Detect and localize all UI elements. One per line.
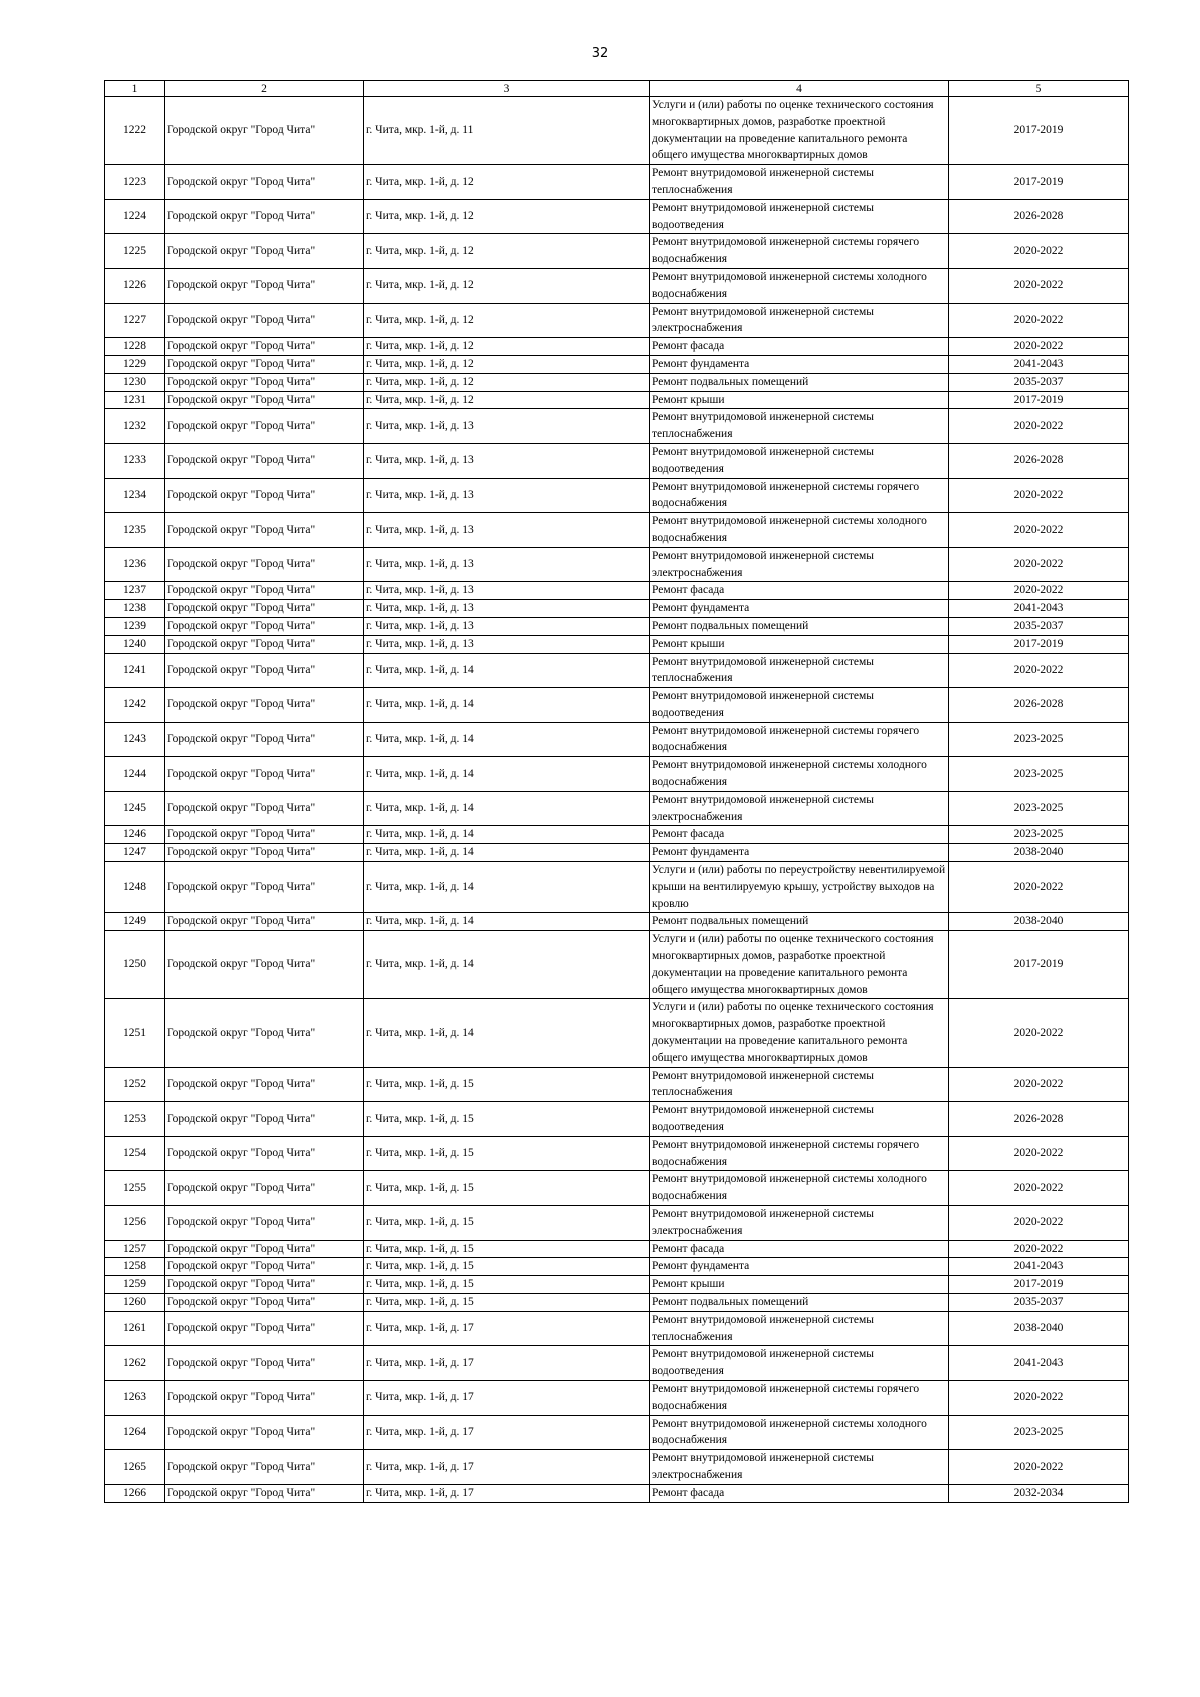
- period-cell: 2020-2022: [949, 1171, 1129, 1206]
- work-type-cell: Ремонт подвальных помещений: [650, 373, 949, 391]
- row-number: 1261: [105, 1311, 165, 1346]
- row-number: 1246: [105, 826, 165, 844]
- table-row: [105, 547, 1129, 582]
- work-type-cell: Ремонт внутридомовой инженерной системы водоотведения: [650, 688, 949, 723]
- row-number: 1235: [105, 513, 165, 548]
- row-number: 1264: [105, 1415, 165, 1450]
- table-row: [105, 97, 1129, 165]
- address-cell: г. Чита, мкр. 1-й, д. 17: [364, 1484, 650, 1502]
- row-number: 1222: [105, 97, 165, 165]
- table-row: [105, 1346, 1129, 1381]
- address-cell: г. Чита, мкр. 1-й, д. 12: [364, 355, 650, 373]
- work-type-cell: Ремонт фасада: [650, 1484, 949, 1502]
- address-cell: г. Чита, мкр. 1-й, д. 12: [364, 165, 650, 200]
- work-type-cell: Ремонт крыши: [650, 1276, 949, 1294]
- address-cell: г. Чита, мкр. 1-й, д. 17: [364, 1450, 650, 1485]
- table-row: [105, 1102, 1129, 1137]
- work-type-cell: Ремонт внутридомовой инженерной системы горячего водоснабжения: [650, 722, 949, 757]
- table-row: [105, 653, 1129, 688]
- work-type-cell: Ремонт крыши: [650, 635, 949, 653]
- municipality-cell: Городской округ "Город Чита": [165, 999, 364, 1067]
- address-cell: г. Чита, мкр. 1-й, д. 12: [364, 234, 650, 269]
- table-row: [105, 617, 1129, 635]
- table-row: [105, 1415, 1129, 1450]
- period-cell: 2041-2043: [949, 1258, 1129, 1276]
- municipality-cell: Городской округ "Город Чита": [165, 617, 364, 635]
- work-type-cell: Ремонт внутридомовой инженерной системы горячего водоснабжения: [650, 1380, 949, 1415]
- period-cell: 2020-2022: [949, 1067, 1129, 1102]
- work-type-cell: Ремонт фундамента: [650, 844, 949, 862]
- work-type-cell: Ремонт внутридомовой инженерной системы горячего водоснабжения: [650, 234, 949, 269]
- municipality-cell: Городской округ "Город Чита": [165, 373, 364, 391]
- table-row: [105, 1067, 1129, 1102]
- period-cell: 2023-2025: [949, 757, 1129, 792]
- period-cell: 2020-2022: [949, 513, 1129, 548]
- work-type-cell: Ремонт фасада: [650, 338, 949, 356]
- table-row: [105, 443, 1129, 478]
- address-cell: г. Чита, мкр. 1-й, д. 14: [364, 791, 650, 826]
- table-row: [105, 1206, 1129, 1241]
- municipality-cell: Городской округ "Город Чита": [165, 1346, 364, 1381]
- period-cell: 2023-2025: [949, 826, 1129, 844]
- work-type-cell: Ремонт внутридомовой инженерной системы холодного водоснабжения: [650, 1171, 949, 1206]
- row-number: 1251: [105, 999, 165, 1067]
- period-cell: 2023-2025: [949, 791, 1129, 826]
- period-cell: 2020-2022: [949, 1206, 1129, 1241]
- table-row: [105, 355, 1129, 373]
- period-cell: 2026-2028: [949, 688, 1129, 723]
- address-cell: г. Чита, мкр. 1-й, д. 15: [364, 1206, 650, 1241]
- address-cell: г. Чита, мкр. 1-й, д. 12: [364, 199, 650, 234]
- period-cell: 2041-2043: [949, 1346, 1129, 1381]
- row-number: 1236: [105, 547, 165, 582]
- row-number: 1237: [105, 582, 165, 600]
- municipality-cell: Городской округ "Город Чита": [165, 234, 364, 269]
- row-number: 1257: [105, 1240, 165, 1258]
- table-body: [105, 97, 1129, 1503]
- table-row: [105, 1240, 1129, 1258]
- work-type-cell: Ремонт внутридомовой инженерной системы теплоснабжения: [650, 1067, 949, 1102]
- address-cell: г. Чита, мкр. 1-й, д. 12: [364, 268, 650, 303]
- work-type-cell: Ремонт фасада: [650, 826, 949, 844]
- address-cell: г. Чита, мкр. 1-й, д. 13: [364, 443, 650, 478]
- work-type-cell: Ремонт внутридомовой инженерной системы электроснабжения: [650, 1450, 949, 1485]
- work-type-cell: Услуги и (или) работы по оценке технического состояния многоквартирных домов, разработке проектной документации на проведение капитального ремонта общего имущества многоквартирных домов: [650, 97, 949, 165]
- table-row: [105, 1136, 1129, 1171]
- row-number: 1265: [105, 1450, 165, 1485]
- column-header: 1: [105, 81, 165, 97]
- table-row: [105, 1311, 1129, 1346]
- address-cell: г. Чита, мкр. 1-й, д. 15: [364, 1276, 650, 1294]
- municipality-cell: Городской округ "Город Чита": [165, 653, 364, 688]
- work-type-cell: Ремонт внутридомовой инженерной системы электроснабжения: [650, 303, 949, 338]
- address-cell: г. Чита, мкр. 1-й, д. 13: [364, 409, 650, 444]
- address-cell: г. Чита, мкр. 1-й, д. 13: [364, 635, 650, 653]
- address-cell: г. Чита, мкр. 1-й, д. 17: [364, 1346, 650, 1381]
- row-number: 1247: [105, 844, 165, 862]
- row-number: 1254: [105, 1136, 165, 1171]
- municipality-cell: Городской округ "Город Чита": [165, 355, 364, 373]
- work-type-cell: Ремонт внутридомовой инженерной системы холодного водоснабжения: [650, 1415, 949, 1450]
- period-cell: 2023-2025: [949, 722, 1129, 757]
- work-type-cell: Ремонт внутридомовой инженерной системы теплоснабжения: [650, 165, 949, 200]
- period-cell: 2020-2022: [949, 999, 1129, 1067]
- table-row: [105, 913, 1129, 931]
- period-cell: 2017-2019: [949, 97, 1129, 165]
- period-cell: 2017-2019: [949, 391, 1129, 409]
- municipality-cell: Городской округ "Город Чита": [165, 443, 364, 478]
- period-cell: 2035-2037: [949, 617, 1129, 635]
- work-type-cell: Ремонт внутридомовой инженерной системы теплоснабжения: [650, 1311, 949, 1346]
- period-cell: 2020-2022: [949, 1450, 1129, 1485]
- page-number: 32: [591, 46, 609, 61]
- work-type-cell: Ремонт внутридомовой инженерной системы электроснабжения: [650, 1206, 949, 1241]
- row-number: 1227: [105, 303, 165, 338]
- table-header: [105, 81, 1129, 97]
- address-cell: г. Чита, мкр. 1-й, д. 15: [364, 1171, 650, 1206]
- table-row: [105, 1380, 1129, 1415]
- table-row: [105, 1293, 1129, 1311]
- municipality-cell: Городской округ "Город Чита": [165, 1240, 364, 1258]
- period-cell: 2038-2040: [949, 913, 1129, 931]
- table-row: [105, 303, 1129, 338]
- row-number: 1259: [105, 1276, 165, 1294]
- column-header: 3: [364, 81, 650, 97]
- municipality-cell: Городской округ "Город Чита": [165, 1311, 364, 1346]
- municipality-cell: Городской округ "Город Чита": [165, 268, 364, 303]
- work-type-cell: Услуги и (или) работы по переустройству невентилируемой крыши на вентилируемую крышу, устройству выходов на кровлю: [650, 862, 949, 913]
- address-cell: г. Чита, мкр. 1-й, д. 14: [364, 844, 650, 862]
- period-cell: 2020-2022: [949, 1240, 1129, 1258]
- address-cell: г. Чита, мкр. 1-й, д. 14: [364, 722, 650, 757]
- address-cell: г. Чита, мкр. 1-й, д. 15: [364, 1240, 650, 1258]
- address-cell: г. Чита, мкр. 1-й, д. 15: [364, 1067, 650, 1102]
- municipality-cell: Городской округ "Город Чита": [165, 791, 364, 826]
- municipality-cell: Городской округ "Город Чита": [165, 582, 364, 600]
- municipality-cell: Городской округ "Город Чита": [165, 757, 364, 792]
- municipality-cell: Городской округ "Город Чита": [165, 97, 364, 165]
- period-cell: 2041-2043: [949, 600, 1129, 618]
- work-type-cell: Ремонт внутридомовой инженерной системы водоотведения: [650, 443, 949, 478]
- row-number: 1240: [105, 635, 165, 653]
- period-cell: 2017-2019: [949, 635, 1129, 653]
- row-number: 1230: [105, 373, 165, 391]
- row-number: 1244: [105, 757, 165, 792]
- row-number: 1223: [105, 165, 165, 200]
- address-cell: г. Чита, мкр. 1-й, д. 14: [364, 826, 650, 844]
- period-cell: 2032-2034: [949, 1484, 1129, 1502]
- row-number: 1239: [105, 617, 165, 635]
- work-type-cell: Ремонт внутридомовой инженерной системы водоотведения: [650, 1102, 949, 1137]
- municipality-cell: Городской округ "Город Чита": [165, 1067, 364, 1102]
- address-cell: г. Чита, мкр. 1-й, д. 13: [364, 547, 650, 582]
- municipality-cell: Городской округ "Город Чита": [165, 1206, 364, 1241]
- address-cell: г. Чита, мкр. 1-й, д. 14: [364, 913, 650, 931]
- municipality-cell: Городской округ "Город Чита": [165, 1171, 364, 1206]
- row-number: 1228: [105, 338, 165, 356]
- address-cell: г. Чита, мкр. 1-й, д. 13: [364, 478, 650, 513]
- work-type-cell: Услуги и (или) работы по оценке технического состояния многоквартирных домов, разработке проектной документации на проведение капитального ремонта общего имущества многоквартирных домов: [650, 931, 949, 999]
- table-row: [105, 165, 1129, 200]
- row-number: 1229: [105, 355, 165, 373]
- column-header: 2: [165, 81, 364, 97]
- table-row: [105, 1276, 1129, 1294]
- row-number: 1250: [105, 931, 165, 999]
- capital-repair-table: [104, 80, 1129, 1503]
- row-number: 1225: [105, 234, 165, 269]
- municipality-cell: Городской округ "Город Чита": [165, 1293, 364, 1311]
- municipality-cell: Городской округ "Город Чита": [165, 862, 364, 913]
- municipality-cell: Городской округ "Город Чита": [165, 931, 364, 999]
- table-row: [105, 931, 1129, 999]
- period-cell: 2020-2022: [949, 478, 1129, 513]
- row-number: 1266: [105, 1484, 165, 1502]
- address-cell: г. Чита, мкр. 1-й, д. 14: [364, 862, 650, 913]
- work-type-cell: Ремонт фасада: [650, 1240, 949, 1258]
- period-cell: 2026-2028: [949, 1102, 1129, 1137]
- table-row: [105, 513, 1129, 548]
- table-row: [105, 791, 1129, 826]
- row-number: 1248: [105, 862, 165, 913]
- address-cell: г. Чита, мкр. 1-й, д. 12: [364, 338, 650, 356]
- work-type-cell: Ремонт внутридомовой инженерной системы горячего водоснабжения: [650, 478, 949, 513]
- municipality-cell: Городской округ "Город Чита": [165, 391, 364, 409]
- row-number: 1249: [105, 913, 165, 931]
- table-row: [105, 582, 1129, 600]
- table-row: [105, 391, 1129, 409]
- table-row: [105, 826, 1129, 844]
- work-type-cell: Ремонт внутридомовой инженерной системы горячего водоснабжения: [650, 1136, 949, 1171]
- row-number: 1234: [105, 478, 165, 513]
- period-cell: 2023-2025: [949, 1415, 1129, 1450]
- period-cell: 2020-2022: [949, 234, 1129, 269]
- table-row: [105, 722, 1129, 757]
- period-cell: 2020-2022: [949, 653, 1129, 688]
- address-cell: г. Чита, мкр. 1-й, д. 13: [364, 600, 650, 618]
- municipality-cell: Городской округ "Город Чита": [165, 1484, 364, 1502]
- address-cell: г. Чита, мкр. 1-й, д. 13: [364, 513, 650, 548]
- work-type-cell: Услуги и (или) работы по оценке технического состояния многоквартирных домов, разработке проектной документации на проведение капитального ремонта общего имущества многоквартирных домов: [650, 999, 949, 1067]
- table-row: [105, 600, 1129, 618]
- work-type-cell: Ремонт внутридомовой инженерной системы теплоснабжения: [650, 653, 949, 688]
- municipality-cell: Городской округ "Город Чита": [165, 600, 364, 618]
- address-cell: г. Чита, мкр. 1-й, д. 14: [364, 999, 650, 1067]
- municipality-cell: Городской округ "Город Чита": [165, 635, 364, 653]
- table-row: [105, 635, 1129, 653]
- address-cell: г. Чита, мкр. 1-й, д. 15: [364, 1136, 650, 1171]
- work-type-cell: Ремонт внутридомовой инженерной системы водоотведения: [650, 199, 949, 234]
- row-number: 1245: [105, 791, 165, 826]
- municipality-cell: Городской округ "Город Чита": [165, 1136, 364, 1171]
- address-cell: г. Чита, мкр. 1-й, д. 14: [364, 688, 650, 723]
- table-row: [105, 199, 1129, 234]
- municipality-cell: Городской округ "Город Чита": [165, 844, 364, 862]
- period-cell: 2020-2022: [949, 547, 1129, 582]
- row-number: 1252: [105, 1067, 165, 1102]
- address-cell: г. Чита, мкр. 1-й, д. 17: [364, 1415, 650, 1450]
- table-row: [105, 1450, 1129, 1485]
- municipality-cell: Городской округ "Город Чита": [165, 478, 364, 513]
- period-cell: 2038-2040: [949, 1311, 1129, 1346]
- period-cell: 2020-2022: [949, 268, 1129, 303]
- address-cell: г. Чита, мкр. 1-й, д. 15: [364, 1293, 650, 1311]
- row-number: 1241: [105, 653, 165, 688]
- row-number: 1233: [105, 443, 165, 478]
- municipality-cell: Городской округ "Город Чита": [165, 1258, 364, 1276]
- work-type-cell: Ремонт внутридомовой инженерной системы теплоснабжения: [650, 409, 949, 444]
- row-number: 1255: [105, 1171, 165, 1206]
- row-number: 1231: [105, 391, 165, 409]
- table-row: [105, 999, 1129, 1067]
- table-row: [105, 268, 1129, 303]
- table-row: [105, 757, 1129, 792]
- column-header: 4: [650, 81, 949, 97]
- work-type-cell: Ремонт фасада: [650, 582, 949, 600]
- row-number: 1253: [105, 1102, 165, 1137]
- address-cell: г. Чита, мкр. 1-й, д. 12: [364, 373, 650, 391]
- table-row: [105, 862, 1129, 913]
- period-cell: 2020-2022: [949, 338, 1129, 356]
- table-row: [105, 844, 1129, 862]
- table-row: [105, 234, 1129, 269]
- period-cell: 2020-2022: [949, 582, 1129, 600]
- municipality-cell: Городской округ "Город Чита": [165, 722, 364, 757]
- work-type-cell: Ремонт подвальных помещений: [650, 1293, 949, 1311]
- municipality-cell: Городской округ "Город Чита": [165, 199, 364, 234]
- work-type-cell: Ремонт фундамента: [650, 600, 949, 618]
- period-cell: 2035-2037: [949, 373, 1129, 391]
- address-cell: г. Чита, мкр. 1-й, д. 15: [364, 1258, 650, 1276]
- address-cell: г. Чита, мкр. 1-й, д. 14: [364, 931, 650, 999]
- municipality-cell: Городской округ "Город Чита": [165, 1380, 364, 1415]
- row-number: 1242: [105, 688, 165, 723]
- header-row: [105, 81, 1129, 97]
- municipality-cell: Городской округ "Город Чита": [165, 1415, 364, 1450]
- period-cell: 2041-2043: [949, 355, 1129, 373]
- work-type-cell: Ремонт внутридомовой инженерной системы холодного водоснабжения: [650, 757, 949, 792]
- work-type-cell: Ремонт внутридомовой инженерной системы электроснабжения: [650, 791, 949, 826]
- row-number: 1263: [105, 1380, 165, 1415]
- row-number: 1226: [105, 268, 165, 303]
- period-cell: 2038-2040: [949, 844, 1129, 862]
- address-cell: г. Чита, мкр. 1-й, д. 13: [364, 582, 650, 600]
- period-cell: 2020-2022: [949, 862, 1129, 913]
- municipality-cell: Городской округ "Город Чита": [165, 1276, 364, 1294]
- table-row: [105, 409, 1129, 444]
- work-type-cell: Ремонт фундамента: [650, 355, 949, 373]
- period-cell: 2017-2019: [949, 1276, 1129, 1294]
- table-row: [105, 688, 1129, 723]
- work-type-cell: Ремонт внутридомовой инженерной системы холодного водоснабжения: [650, 513, 949, 548]
- row-number: 1224: [105, 199, 165, 234]
- work-type-cell: Ремонт крыши: [650, 391, 949, 409]
- municipality-cell: Городской округ "Город Чита": [165, 826, 364, 844]
- period-cell: 2020-2022: [949, 409, 1129, 444]
- address-cell: г. Чита, мкр. 1-й, д. 17: [364, 1380, 650, 1415]
- row-number: 1232: [105, 409, 165, 444]
- period-cell: 2020-2022: [949, 1136, 1129, 1171]
- row-number: 1243: [105, 722, 165, 757]
- work-type-cell: Ремонт внутридомовой инженерной системы водоотведения: [650, 1346, 949, 1381]
- address-cell: г. Чита, мкр. 1-й, д. 12: [364, 303, 650, 338]
- period-cell: 2017-2019: [949, 931, 1129, 999]
- address-cell: г. Чита, мкр. 1-й, д. 13: [364, 617, 650, 635]
- work-type-cell: Ремонт подвальных помещений: [650, 617, 949, 635]
- period-cell: 2020-2022: [949, 1380, 1129, 1415]
- row-number: 1258: [105, 1258, 165, 1276]
- table-row: [105, 338, 1129, 356]
- column-header: 5: [949, 81, 1129, 97]
- municipality-cell: Городской округ "Город Чита": [165, 513, 364, 548]
- municipality-cell: Городской округ "Город Чита": [165, 165, 364, 200]
- municipality-cell: Городской округ "Город Чита": [165, 547, 364, 582]
- period-cell: 2035-2037: [949, 1293, 1129, 1311]
- period-cell: 2017-2019: [949, 165, 1129, 200]
- work-type-cell: Ремонт внутридомовой инженерной системы электроснабжения: [650, 547, 949, 582]
- municipality-cell: Городской округ "Город Чита": [165, 913, 364, 931]
- work-type-cell: Ремонт внутридомовой инженерной системы холодного водоснабжения: [650, 268, 949, 303]
- address-cell: г. Чита, мкр. 1-й, д. 12: [364, 391, 650, 409]
- address-cell: г. Чита, мкр. 1-й, д. 11: [364, 97, 650, 165]
- municipality-cell: Городской округ "Город Чита": [165, 1450, 364, 1485]
- row-number: 1238: [105, 600, 165, 618]
- municipality-cell: Городской округ "Город Чита": [165, 409, 364, 444]
- municipality-cell: Городской округ "Город Чита": [165, 303, 364, 338]
- address-cell: г. Чита, мкр. 1-й, д. 17: [364, 1311, 650, 1346]
- period-cell: 2026-2028: [949, 443, 1129, 478]
- address-cell: г. Чита, мкр. 1-й, д. 15: [364, 1102, 650, 1137]
- work-type-cell: Ремонт фундамента: [650, 1258, 949, 1276]
- row-number: 1256: [105, 1206, 165, 1241]
- work-type-cell: Ремонт подвальных помещений: [650, 913, 949, 931]
- table-row: [105, 1484, 1129, 1502]
- period-cell: 2026-2028: [949, 199, 1129, 234]
- municipality-cell: Городской округ "Город Чита": [165, 1102, 364, 1137]
- municipality-cell: Городской округ "Город Чита": [165, 688, 364, 723]
- table-row: [105, 478, 1129, 513]
- table-row: [105, 1171, 1129, 1206]
- address-cell: г. Чита, мкр. 1-й, д. 14: [364, 653, 650, 688]
- table-row: [105, 373, 1129, 391]
- period-cell: 2020-2022: [949, 303, 1129, 338]
- row-number: 1260: [105, 1293, 165, 1311]
- municipality-cell: Городской округ "Город Чита": [165, 338, 364, 356]
- table-row: [105, 1258, 1129, 1276]
- address-cell: г. Чита, мкр. 1-й, д. 14: [364, 757, 650, 792]
- row-number: 1262: [105, 1346, 165, 1381]
